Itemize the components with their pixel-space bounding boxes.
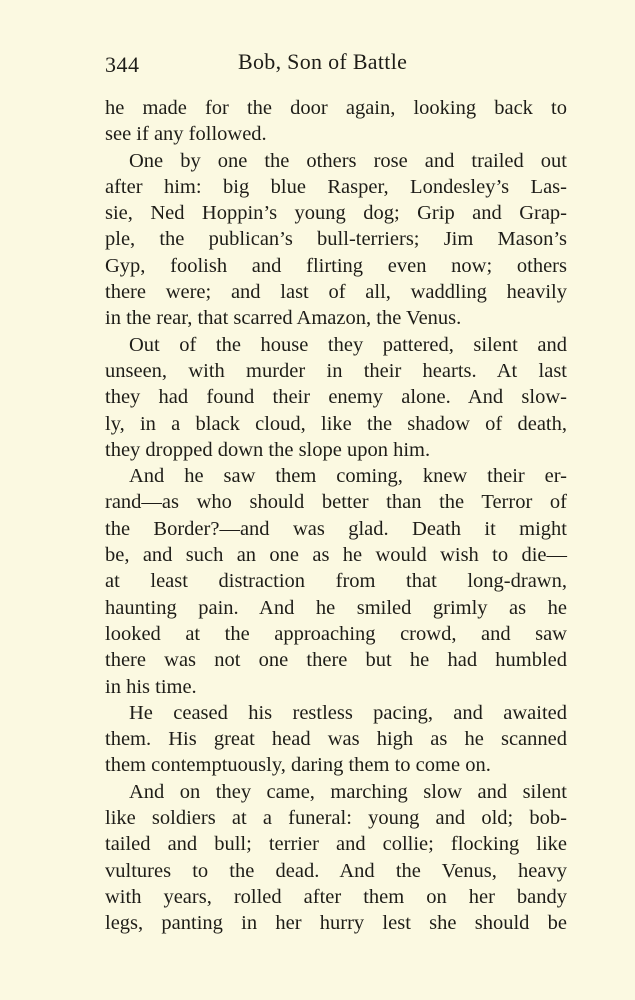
text-line: sie, Ned Hoppin’s young dog; Grip and Grap-	[105, 202, 567, 225]
text-line: in the rear, that scarred Amazon, the Venus.	[105, 307, 462, 330]
text-line: haunting pain. And he smiled grimly as he	[105, 596, 567, 619]
text-line: ly, in a black cloud, like the shadow of death,	[105, 412, 567, 435]
text-line: after him: big blue Rasper, Londesley’s Las-	[105, 175, 567, 198]
text-line: in his time.	[105, 675, 197, 698]
text-line: there were; and last of all, waddling heavily	[105, 281, 567, 304]
text-line: see if any followed.	[105, 123, 267, 146]
text-line: them contemptuously, daring them to come on.	[105, 754, 491, 777]
text-line: ple, the publican’s bull-terriers; Jim Mason’s	[105, 228, 567, 251]
text-line: like soldiers at a funeral: young and old; bob-	[105, 807, 567, 830]
text-line: looked at the approaching crowd, and saw	[105, 622, 567, 645]
text-line: the Border?—and was glad. Death it might	[105, 517, 567, 540]
page-number: 344	[105, 52, 140, 77]
text-line: vultures to the dead. And the Venus, heavy	[105, 859, 567, 882]
text-line: Gyp, foolish and flirting even now; others	[105, 254, 567, 277]
paragraph-first-line: And on they came, marching slow and silent	[129, 780, 567, 803]
text-line: tailed and bull; terrier and collie; flocking like	[105, 833, 567, 856]
text-line: be, and such an one as he would wish to die—	[105, 544, 567, 567]
text-line: rand—as who should better than the Terror of	[105, 491, 567, 514]
body-text	[105, 95, 567, 937]
paragraph-first-line: One by one the others rose and trailed out	[129, 149, 567, 172]
text-line: legs, panting in her hurry lest she should be	[105, 912, 567, 935]
page-header	[105, 46, 567, 80]
running-title: Bob, Son of Battle	[238, 49, 408, 74]
text-line: them. His great head was high as he scanned	[105, 728, 567, 751]
paragraph-first-line: And he saw them coming, knew their er-	[129, 465, 567, 488]
paragraph-first-line: He ceased his restless pacing, and awaited	[129, 701, 567, 724]
text-line: at least distraction from that long-drawn,	[105, 570, 567, 593]
text-line: unseen, with murder in their hearts. At last	[105, 359, 567, 382]
text-line: there was not one there but he had humbled	[105, 649, 567, 672]
text-line: he made for the door again, looking back to	[105, 97, 567, 119]
text-line: they dropped down the slope upon him.	[105, 438, 431, 461]
text-line: they had found their enemy alone. And slow-	[105, 386, 567, 409]
paragraph-first-line: Out of the house they pattered, silent and	[129, 333, 567, 356]
text-line: with years, rolled after them on her bandy	[105, 885, 567, 908]
